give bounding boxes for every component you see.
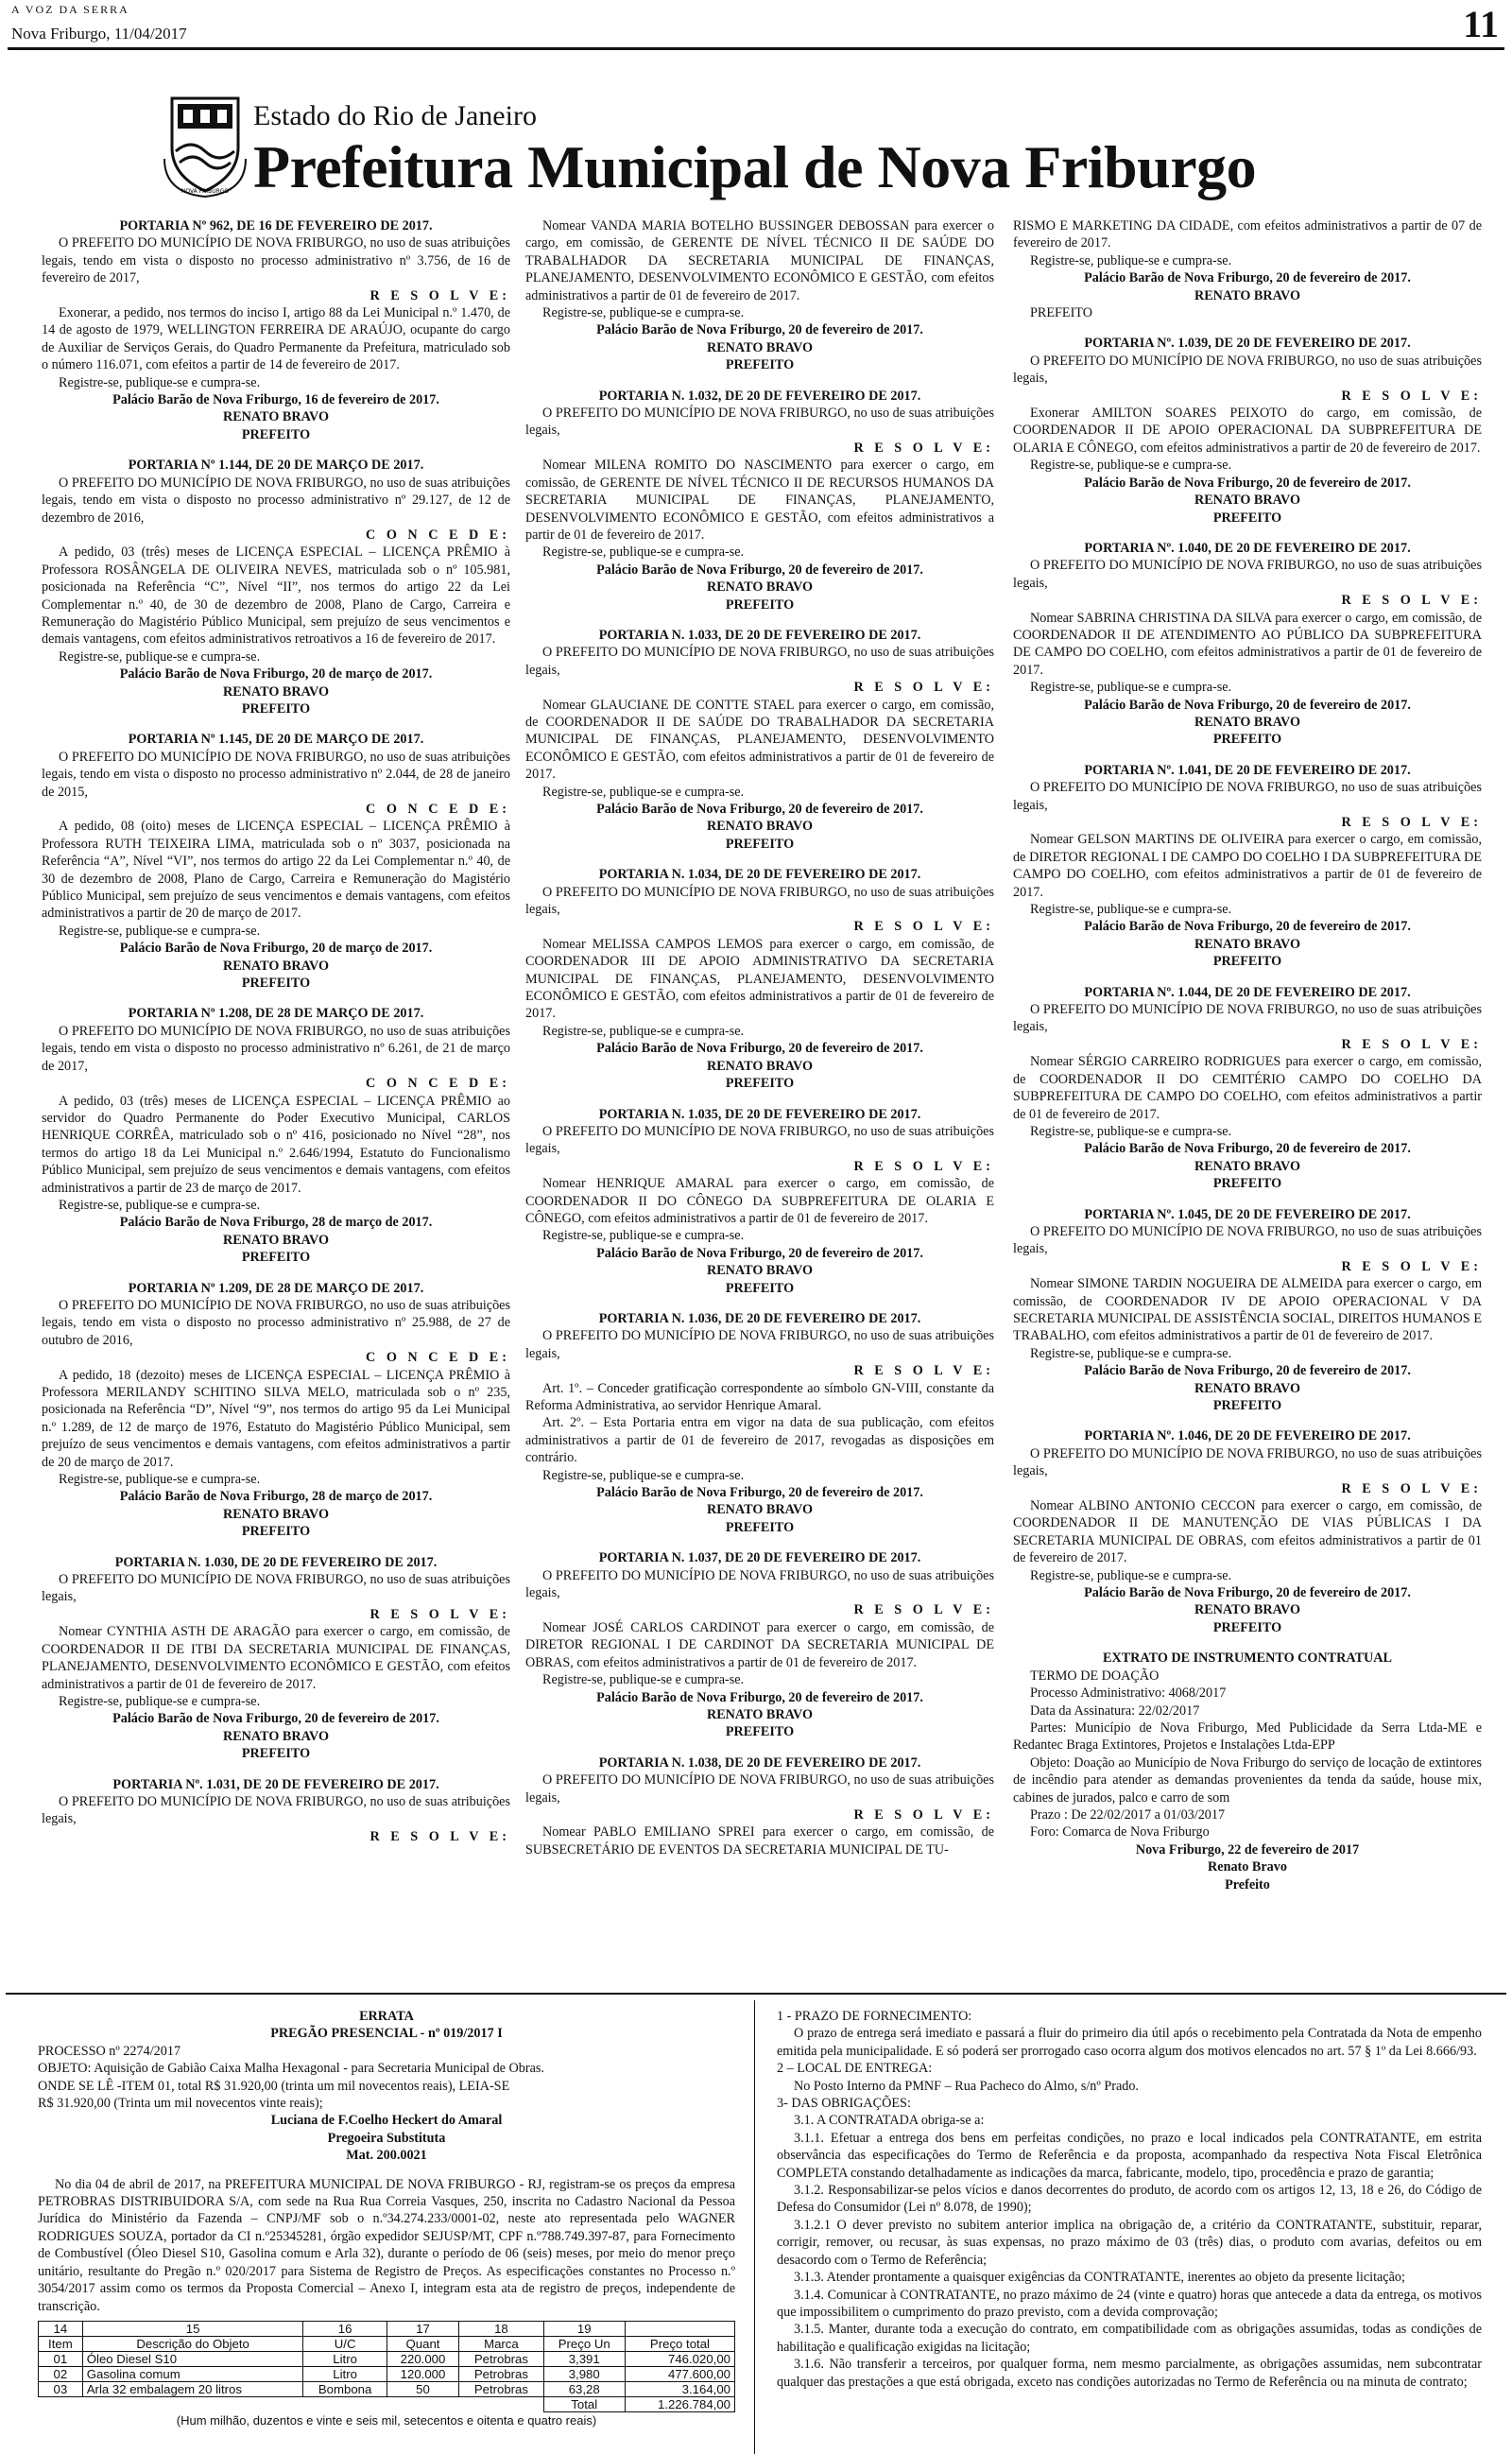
signature-line: Palácio Barão de Nova Friburgo, 20 de fevereiro de 2017. bbox=[596, 1041, 923, 1057]
paragraph: A pedido, 03 (três) meses de LICENÇA ESPECIAL – LICENÇA PRÊMIO ao servidor do Quadro Permanente do Poder Executivo Municipal, CARLOS HENRIQUE CORRÊA, matriculado sob o nº 416, posicionado no Nível “28”, nos termos do artigo 18 da Lei Municipal n.º 2.646/1994, Estatuto do Funcionalismo Público Municipal, sem prejuízo de seus vencimentos e demais vantagens, com efeitos administrativos a partir de 23 de março de 2017. bbox=[42, 1093, 510, 1196]
paragraph: O PREFEITO DO MUNICÍPIO DE NOVA FRIBURGO, no uso de suas atribuições legais, tendo em vista o disposto no processo administrativo nº 2.044, de 28 de janeiro de 2015, bbox=[42, 749, 510, 800]
resolve-label: R E S O L V E: bbox=[1341, 815, 1482, 830]
text-column-2 bbox=[525, 217, 994, 1858]
newspaper-name: A VOZ DA SERRA bbox=[11, 3, 129, 16]
signature-line: RENATO BRAVO bbox=[1194, 714, 1301, 730]
paragraph: TERMO DE DOAÇÃO bbox=[1030, 1668, 1160, 1684]
signature-line: RENATO BRAVO bbox=[222, 958, 330, 974]
section-heading: PORTARIA Nº. 1.045, DE 20 DE FEVEREIRO DE 2017. bbox=[1084, 1206, 1411, 1222]
paragraph: Nomear SIMONE TARDIN NOGUEIRA DE ALMEIDA para exercer o cargo, em comissão, de COORDENADOR IV DE APOIO OPERACIONAL V DA SECRETARIA MUNICIPAL DE ASSISTÊNCIA SOCIAL, DIREITOS HUMANOS E TRABALHO, com efeitos administrativos a partir de 01 de fevereiro de 2017. bbox=[1013, 1276, 1482, 1344]
paragraph: Objeto: Doação ao Município de Nova Friburgo do serviço de locação de extintores de incêndio para atender as demandas provenientes da tenda da saúde, house mix, cabines de jurados, palco e carro de som bbox=[1013, 1754, 1482, 1806]
section-heading: PORTARIA Nº. 1.040, DE 20 DE FEVEREIRO DE 2017. bbox=[1084, 540, 1411, 556]
resolve-label: R E S O L V E: bbox=[853, 1602, 994, 1618]
resolve-label: R E S O L V E: bbox=[853, 1363, 994, 1379]
paragraph: Nomear SABRINA CHRISTINA DA SILVA para exercer o cargo, em comissão, de COORDENADOR II DE ATENDIMENTO AO PÚBLICO DA SUBPREFEITURA DE CAMPO DO COELHO, com efeitos administrativos a partir de 01 de fevereiro de 2017. bbox=[1013, 610, 1482, 678]
paragraph: Nomear HENRIQUE AMARAL para exercer o cargo, em comissão, de COORDENADOR II DO CÔNEGO DA SUBPREFEITURA DE OLARIA E CÔNEGO, com efeitos administrativos a partir de 01 de fevereiro de 2017. bbox=[525, 1176, 994, 1226]
section-divider bbox=[6, 1993, 1506, 1995]
resolve-label: R E S O L V E: bbox=[1341, 1036, 1482, 1052]
paragraph: Processo Administrativo: 4068/2017 bbox=[1030, 1685, 1227, 1702]
paragraph: Registre-se, publique-se e cumpra-se. bbox=[59, 1197, 261, 1213]
resolve-label: R E S O L V E: bbox=[369, 1606, 510, 1622]
coat-of-arms-icon bbox=[159, 93, 251, 199]
paragraph: Nomear CYNTHIA ASTH DE ARAGÃO para exercer o cargo, em comissão, de COORDENADOR II DE ITBI DA SECRETARIA MUNICIPAL DE FINANÇAS, PLANEJAMENTO, DESENVOLVIMENTO ECONÔMICO E GESTÃO, com efeitos administrativos a partir de 01 de fevereiro de 2017. bbox=[42, 1624, 510, 1692]
paragraph: Nomear MILENA ROMITO DO NASCIMENTO para exercer o cargo, em comissão, de GERENTE DE NÍVEL TÉCNICO II DE RECURSOS HUMANOS DA SECRETARIA MUNICIPAL DE FINANÇAS, PLANEJAMENTO, DESENVOLVIMENTO ECONÔMICO E GESTÃO, com efeitos administrativos a partir de 01 de fevereiro de 2017. bbox=[525, 458, 994, 543]
text-column-3 bbox=[1013, 217, 1482, 1893]
signature-line: PREFEITO bbox=[725, 596, 795, 613]
section-heading: PORTARIA Nº. 1.031, DE 20 DE FEVEREIRO DE 2017. bbox=[112, 1776, 439, 1792]
section-heading: PORTARIA N. 1.037, DE 20 DE FEVEREIRO DE 2017. bbox=[598, 1550, 921, 1566]
paragraph: Exonerar, a pedido, nos termos do inciso I, artigo 88 da Lei Municipal n.º 1.470, de 14 de agosto de 1979, WELLINGTON FERREIRA DE ARAÚJO, ocupante do cargo de Auxiliar de Serviços Gerais, do Quadro Permanente da Prefeitura, matriculado sob o número 116.071, com efeitos a partir de 14 de fevereiro de 2017. bbox=[42, 305, 510, 373]
edition-date: Nova Friburgo, 11/04/2017 bbox=[11, 25, 187, 43]
paragraph: Registre-se, publique-se e cumpra-se. bbox=[1030, 1567, 1232, 1583]
resolve-label: R E S O L V E: bbox=[369, 287, 510, 303]
section-heading: Mat. 200.0021 bbox=[346, 2148, 427, 2164]
resolve-label: R E S O L V E: bbox=[853, 1806, 994, 1823]
signature-line: PREFEITO bbox=[725, 1076, 795, 1092]
signature-line: PREFEITO bbox=[725, 357, 795, 373]
signature-line: RENATO BRAVO bbox=[1194, 936, 1301, 952]
paragraph: O PREFEITO DO MUNICÍPIO DE NOVA FRIBURGO, no uso de suas atribuições legais, bbox=[525, 1772, 994, 1806]
signature-line: Palácio Barão de Nova Friburgo, 20 de março de 2017. bbox=[119, 941, 433, 957]
section-heading: PORTARIA Nº 1.208, DE 28 DE MARÇO DE 2017. bbox=[128, 1006, 424, 1022]
paragraph: A pedido, 18 (dezoito) meses de LICENÇA ESPECIAL – LICENÇA PRÊMIO à Professora MERILANDY SCHITINO SILVA MELO, matriculada sob o nº 235, posicionada na Referência “D”, Nível “9”, nos termos do artigo 95 da Lei Municipal n.º 1.289, de 12 de março de 1976, Estatuto do Magistério Público Municipal, sem prejuízo de seus vencimentos e demais vantagens, com efeitos administrativos a partir de 20 de março de 2017. bbox=[42, 1367, 510, 1470]
signature-line: Palácio Barão de Nova Friburgo, 20 de março de 2017. bbox=[119, 666, 433, 683]
signature-line: RENATO BRAVO bbox=[1194, 1380, 1301, 1396]
page-header bbox=[8, 0, 1504, 50]
paragraph: Exonerar AMILTON SOARES PEIXOTO do cargo, em comissão, de COORDENADOR II DE APOIO OPERACIONAL DA SUBPREFEITURA DE OLARIA E CÔNEGO, com efeitos administrativos a partir de 20 de fevereiro de 2017. bbox=[1013, 406, 1482, 456]
section-heading: PORTARIA Nº 1.145, DE 20 DE MARÇO DE 2017. bbox=[128, 732, 424, 748]
signature-line: Palácio Barão de Nova Friburgo, 20 de fevereiro de 2017. bbox=[1084, 475, 1411, 491]
signature-line: PREFEITO bbox=[1212, 1176, 1282, 1192]
signature-line: PREFEITO bbox=[1212, 732, 1282, 748]
signature-line: Nova Friburgo, 22 de fevereiro de 2017 bbox=[1135, 1841, 1360, 1858]
signature-line: PREFEITO bbox=[725, 1280, 795, 1296]
paragraph: 3.1.2. Responsabilizar-se pelos vícios e danos decorrentes do produto, de acordo com os artigos 12, 13, 18 e 26, do Código de Defesa do Consumidor (Lei nº 8.078, de 1990); bbox=[777, 2183, 1482, 2216]
section-heading: Pregoeira Substituta bbox=[327, 2130, 446, 2146]
resolve-label: R E S O L V E: bbox=[1341, 593, 1482, 609]
signature-line: Palácio Barão de Nova Friburgo, 20 de fevereiro de 2017. bbox=[1084, 1585, 1411, 1601]
paragraph: Registre-se, publique-se e cumpra-se. bbox=[59, 648, 261, 665]
paragraph: 3.1.4. Comunicar à CONTRATANTE, no prazo máximo de 24 (vinte e quatro) horas que antecede a data da entrega, os motivos que impossibilitem o cumprimento do prazo previsto, com a devida comprovação; bbox=[777, 2287, 1482, 2320]
paragraph: Registre-se, publique-se e cumpra-se. bbox=[59, 374, 261, 390]
section-heading: PORTARIA N. 1.036, DE 20 DE FEVEREIRO DE 2017. bbox=[598, 1310, 921, 1326]
paragraph: No dia 04 de abril de 2017, na PREFEITURA MUNICIPAL DE NOVA FRIBURGO - RJ, registram-se os preços da empresa PETROBRAS DISTRIBUIDORA S/A, com sede na Rua Rua Correia Vasques, 250, inscrita no Cadastro Nacional da Pessoa Jurídica do Ministério da Fazenda – CNPJ/MF sob o n.º34.274.233/0001-02, neste ato representada pelo WAGNER RODRIGUES SOUZA, portador da CI n.º25345281, órgão expedidor SEJUSP/MT, CPF n.º788.749.397-87, para Fornecimento de Combustível (Óleo Diesel S10, Gasolina comum e Arla 32), durante o período de 06 (seis) meses, por meio do menor preço unitário, resultante do Pregão n.º 020/2017 para Sistema de Registro de Preços. As especificações constantes no Processo n.º 3054/2017 assim como os termos da Proposta Comercial – Anexo I, integram esta ata de registro de preços, independente de transcrição. bbox=[38, 2176, 735, 2314]
paragraph: Nomear SÉRGIO CARREIRO RODRIGUES para exercer o cargo, em comissão, de COORDENADOR II DO CEMITÉRIO CAMPO DO COELHO DA SUBPREFEITURA DE CAMPO DO COELHO, com efeitos administrativos a partir de 01 de fevereiro de 2017. bbox=[1013, 1054, 1482, 1122]
paragraph: Registre-se, publique-se e cumpra-se. bbox=[1030, 1123, 1232, 1139]
paragraph: O PREFEITO DO MUNICÍPIO DE NOVA FRIBURGO, no uso de suas atribuições legais, bbox=[525, 406, 994, 439]
signature-line: PREFEITO bbox=[241, 1524, 311, 1540]
paragraph: Registre-se, publique-se e cumpra-se. bbox=[59, 1472, 261, 1488]
paragraph: Registre-se, publique-se e cumpra-se. bbox=[542, 544, 745, 561]
paragraph: O PREFEITO DO MUNICÍPIO DE NOVA FRIBURGO, no uso de suas atribuições legais, tendo em vista o disposto no processo administrativo nº 29.127, de 12 de dezembro de 2016, bbox=[42, 475, 510, 526]
resolve-label: R E S O L V E: bbox=[369, 1828, 510, 1844]
signature-line: RENATO BRAVO bbox=[1194, 1158, 1301, 1174]
paragraph: Registre-se, publique-se e cumpra-se. bbox=[1030, 252, 1232, 268]
paragraph: O PREFEITO DO MUNICÍPIO DE NOVA FRIBURGO, no uso de suas atribuições legais, bbox=[525, 645, 994, 678]
paragraph: Partes: Município de Nova Friburgo, Med Publicidade da Serra Ltda-ME e Redantec Braga Extintores, Projetos e Instalações Ltda-EPP bbox=[1013, 1720, 1482, 1754]
paragraph: Nomear ALBINO ANTONIO CECCON para exercer o cargo, em comissão, de COORDENADOR II DE MANUTENÇÃO DE VIAS PÚBLICAS I DA SECRETARIA MUNICIPAL DE OBRAS, com efeitos administrativos a partir de 01 de fevereiro de 2017. bbox=[1013, 1498, 1482, 1566]
signature-line: Renato Bravo bbox=[1208, 1859, 1287, 1875]
spacer bbox=[38, 2165, 735, 2176]
paragraph: R$ 31.920,00 (Trinta um mil novecentos vinte reais); bbox=[38, 2096, 323, 2112]
paragraph: O PREFEITO DO MUNICÍPIO DE NOVA FRIBURGO, no uso de suas atribuições legais, bbox=[1013, 1002, 1482, 1035]
section-heading: ERRATA bbox=[359, 2009, 414, 2024]
section-heading: PORTARIA N. 1.035, DE 20 DE FEVEREIRO DE 2017. bbox=[598, 1106, 921, 1122]
page-number: 11 bbox=[1463, 3, 1499, 45]
paragraph: Art. 1º. – Conceder gratificação correspondente ao símbolo GN-VIII, constante da Reforma Administrativa, ao servidor Henrique Amaral. bbox=[525, 1380, 994, 1413]
signature-line: Palácio Barão de Nova Friburgo, 20 de fevereiro de 2017. bbox=[1084, 1141, 1411, 1157]
paragraph: Registre-se, publique-se e cumpra-se. bbox=[542, 305, 745, 321]
column-divider bbox=[754, 2000, 755, 2454]
table-header-row: Item Descrição do Objeto U/C Quant Marca Preço Un Preço total bbox=[39, 2336, 735, 2351]
paragraph: PREFEITO bbox=[1030, 305, 1092, 321]
signature-line: PREFEITO bbox=[241, 1250, 311, 1266]
paragraph: O PREFEITO DO MUNICÍPIO DE NOVA FRIBURGO, no uso de suas atribuições legais, bbox=[1013, 1445, 1482, 1479]
paragraph: Art. 2º. – Esta Portaria entra em vigor na data de sua publicação, com efeitos administrativos a partir de 01 de fevereiro de 2017, revogadas as disposições em contrário. bbox=[525, 1415, 994, 1466]
paragraph: Foro: Comarca de Nova Friburgo bbox=[1030, 1824, 1210, 1840]
paragraph: 3.1.2.1 O dever previsto no subitem anterior implica na obrigação de, a critério da CONTRATANTE, substituir, reparar, corrigir, remover, ou recusar, às suas expensas, no prazo máximo de 03 (três) dias, o produto com avarias, defeitos ou em desacordo com o Termo de Referência; bbox=[777, 2217, 1482, 2268]
total-in-words: (Hum milhão, duzentos e vinte e seis mil, setecentos e oitenta e quatro reais) bbox=[176, 2412, 597, 2428]
signature-line: RENATO BRAVO bbox=[706, 1706, 814, 1722]
paragraph: 3.1.5. Manter, durante toda a execução do contrato, em compatibilidade com as obrigações assumidas, todas as condições de habilitação e qualificação exigidas na licitação; bbox=[777, 2322, 1482, 2355]
signature-line: Palácio Barão de Nova Friburgo, 20 de fevereiro de 2017. bbox=[1084, 697, 1411, 713]
signature-line: PREFEITO bbox=[725, 1724, 795, 1740]
paragraph: Data da Assinatura: 22/02/2017 bbox=[1030, 1702, 1200, 1719]
resolve-label: C O N C E D E: bbox=[366, 527, 510, 543]
signature-line: RENATO BRAVO bbox=[222, 1506, 330, 1522]
section-heading: PREGÃO PRESENCIAL - nº 019/2017 I bbox=[270, 2026, 503, 2042]
signature-line: RENATO BRAVO bbox=[706, 1502, 814, 1518]
table-colnums-row: 14 15 16 17 18 19 bbox=[39, 2321, 735, 2336]
paragraph: Registre-se, publique-se e cumpra-se. bbox=[1030, 1345, 1232, 1361]
section-heading: PORTARIA Nº 962, DE 16 DE FEVEREIRO DE 2017. bbox=[119, 218, 433, 233]
paragraph: O PREFEITO DO MUNICÍPIO DE NOVA FRIBURGO, no uso de suas atribuições legais, tendo em vista o disposto no processo administrativo nº 6.261, de 21 de março de 2017, bbox=[42, 1023, 510, 1074]
text-column-1 bbox=[42, 217, 510, 1845]
paragraph: Nomear JOSÉ CARLOS CARDINOT para exercer o cargo, em comissão, de DIRETOR REGIONAL I DE CARDINOT DA SECRETARIA MUNICIPAL DE OBRAS, com efeitos administrativos a partir de 01 de fevereiro de 2017. bbox=[525, 1619, 994, 1670]
paragraph: A pedido, 08 (oito) meses de LICENÇA ESPECIAL – LICENÇA PRÊMIO à Professora RUTH TEIXEIRA LIMA, matriculada sob o nº 3037, posicionada na Referência “A”, Nível “VI”, nos termos do artigo 22 da Lei Complementar n.º 40, de 30 de dezembro de 2008, Plano de Cargo, Carreira e Remuneração do Magistério Público Municipal, sem prejuízo de seus vencimentos e demais vantagens, com efeitos administrativos a partir de 20 de março de 2017. bbox=[42, 819, 510, 922]
paragraph: O PREFEITO DO MUNICÍPIO DE NOVA FRIBURGO, no uso de suas atribuições legais, bbox=[525, 1123, 994, 1157]
paragraph: 2 – LOCAL DE ENTREGA: bbox=[777, 2061, 933, 2077]
signature-line: Palácio Barão de Nova Friburgo, 20 de fevereiro de 2017. bbox=[596, 802, 923, 817]
paragraph: Registre-se, publique-se e cumpra-se. bbox=[542, 784, 745, 800]
signature-line: Palácio Barão de Nova Friburgo, 20 de fevereiro de 2017. bbox=[596, 1485, 923, 1501]
signature-line: RENATO BRAVO bbox=[1194, 1602, 1301, 1618]
signature-line: Palácio Barão de Nova Friburgo, 20 de fevereiro de 2017. bbox=[596, 322, 923, 338]
signature-line: RENATO BRAVO bbox=[222, 1728, 330, 1744]
paragraph: O PREFEITO DO MUNICÍPIO DE NOVA FRIBURGO, no uso de suas atribuições legais, bbox=[1013, 558, 1482, 591]
signature-line: Palácio Barão de Nova Friburgo, 20 de fevereiro de 2017. bbox=[596, 1245, 923, 1261]
signature-line: RENATO BRAVO bbox=[1194, 493, 1301, 509]
paragraph: Registre-se, publique-se e cumpra-se. bbox=[1030, 902, 1232, 918]
signature-line: RENATO BRAVO bbox=[706, 339, 814, 355]
price-table bbox=[38, 2321, 735, 2412]
resolve-label: R E S O L V E: bbox=[853, 919, 994, 935]
section-heading: EXTRATO DE INSTRUMENTO CONTRATUAL bbox=[1103, 1650, 1392, 1667]
section-heading: PORTARIA N. 1.032, DE 20 DE FEVEREIRO DE 2017. bbox=[598, 388, 921, 404]
masthead bbox=[0, 76, 1512, 203]
section-heading: PORTARIA N. 1.033, DE 20 DE FEVEREIRO DE 2017. bbox=[598, 627, 921, 643]
paragraph: O PREFEITO DO MUNICÍPIO DE NOVA FRIBURGO, no uso de suas atribuições legais, tendo em vista o disposto no processo administrativo nº 3.756, de 16 de fevereiro de 2017, bbox=[42, 235, 510, 286]
paragraph: Registre-se, publique-se e cumpra-se. bbox=[542, 1672, 745, 1688]
resolve-label: R E S O L V E: bbox=[853, 680, 994, 696]
paragraph: Registre-se, publique-se e cumpra-se. bbox=[1030, 680, 1232, 696]
paragraph: O PREFEITO DO MUNICÍPIO DE NOVA FRIBURGO, no uso de suas atribuições legais, bbox=[525, 1567, 994, 1601]
signature-line: PREFEITO bbox=[241, 1746, 311, 1762]
section-heading: PORTARIA N. 1.038, DE 20 DE FEVEREIRO DE 2017. bbox=[598, 1754, 921, 1771]
paragraph: O PREFEITO DO MUNICÍPIO DE NOVA FRIBURGO, no uso de suas atribuições legais, bbox=[42, 1572, 510, 1605]
total-label: Total bbox=[543, 2396, 625, 2411]
paragraph: Registre-se, publique-se e cumpra-se. bbox=[542, 1467, 745, 1483]
paragraph: O PREFEITO DO MUNICÍPIO DE NOVA FRIBURGO, no uso de suas atribuições legais, bbox=[1013, 780, 1482, 813]
section-heading: PORTARIA Nº. 1.046, DE 20 DE FEVEREIRO DE 2017. bbox=[1084, 1428, 1411, 1444]
paragraph: Registre-se, publique-se e cumpra-se. bbox=[59, 923, 261, 939]
signature-line: PREFEITO bbox=[1212, 954, 1282, 970]
signature-line: Palácio Barão de Nova Friburgo, 20 de fevereiro de 2017. bbox=[596, 562, 923, 578]
paragraph: 3.1.1. Efetuar a entrega dos bens em perfeitas condições, no prazo e local indicados pela CONTRATANTE, em estrita observância das especificações do Termo de Referência e da proposta, acompanhado da respectiva Nota Fiscal Eletrônica COMPLETA constando detalhadamente as indicações da marca, fabricante, modelo, tipo, procedência e prazo de garantia; bbox=[777, 2130, 1482, 2181]
paragraph: Registre-se, publique-se e cumpra-se. bbox=[59, 1693, 261, 1709]
paragraph: Registre-se, publique-se e cumpra-se. bbox=[1030, 458, 1232, 474]
signature-line: RENATO BRAVO bbox=[706, 1058, 814, 1074]
table-row: 03 Arla 32 embalagem 20 litros Bombona 50 Petrobras 63,28 3.164,00 bbox=[39, 2381, 735, 2396]
paragraph: Prazo : De 22/02/2017 a 01/03/2017 bbox=[1030, 1806, 1226, 1823]
paragraph: 3- DAS OBRIGAÇÕES: bbox=[777, 2096, 911, 2112]
paragraph: O PREFEITO DO MUNICÍPIO DE NOVA FRIBURGO, no uso de suas atribuições legais, bbox=[525, 1328, 994, 1361]
paragraph: Nomear GLAUCIANE DE CONTTE STAEL para exercer o cargo, em comissão, de COORDENADOR II DE SAÚDE DO TRABALHADOR DA SECRETARIA MUNICIPAL DE FINANÇAS, PLANEJAMENTO, DESENVOLVIMENTO ECONÔMICO E GESTÃO, com efeitos administrativos a partir de 01 de fevereiro de 2017. bbox=[525, 697, 994, 783]
signature-line: RENATO BRAVO bbox=[222, 683, 330, 700]
signature-line: PREFEITO bbox=[1212, 510, 1282, 526]
paragraph: PROCESSO nº 2274/2017 bbox=[38, 2043, 181, 2059]
paragraph: 3.1. A CONTRATADA obriga-se a: bbox=[794, 2113, 985, 2129]
signature-line: RENATO BRAVO bbox=[222, 1232, 330, 1248]
signature-line: Palácio Barão de Nova Friburgo, 20 de fevereiro de 2017. bbox=[1084, 1363, 1411, 1379]
resolve-label: R E S O L V E: bbox=[1341, 388, 1482, 404]
paragraph: O PREFEITO DO MUNICÍPIO DE NOVA FRIBURGO, no uso de suas atribuições legais, bbox=[42, 1793, 510, 1827]
paragraph: O prazo de entrega será imediato e passará a fluir do primeiro dia útil após o recebimento pela Contratada da Nota de empenho emitida pela municipalidade. E só poderá ser prorrogado caso ocorra algum dos motivos elencados no art. 57 § 1º da Lei 8.666/93. bbox=[777, 2026, 1482, 2059]
paragraph: 3.1.3. Atender prontamente a quaisquer exigências da CONTRATANTE, inerentes ao objeto da presente licitação; bbox=[794, 2270, 1405, 2286]
signature-line: PREFEITO bbox=[241, 426, 311, 442]
section-heading: PORTARIA Nº 1.144, DE 20 DE MARÇO DE 2017. bbox=[128, 458, 424, 474]
masthead-state: Estado do Rio de Janeiro bbox=[253, 100, 537, 131]
section-heading: PORTARIA N. 1.030, DE 20 DE FEVEREIRO DE 2017. bbox=[114, 1554, 438, 1570]
signature-line: PREFEITO bbox=[1212, 1398, 1282, 1413]
paragraph: O PREFEITO DO MUNICÍPIO DE NOVA FRIBURGO, no uso de suas atribuições legais, bbox=[525, 884, 994, 918]
paragraph: Registre-se, publique-se e cumpra-se. bbox=[542, 1228, 745, 1244]
signature-line: Palácio Barão de Nova Friburgo, 20 de fevereiro de 2017. bbox=[112, 1711, 439, 1727]
signature-line: PREFEITO bbox=[241, 976, 311, 992]
resolve-label: R E S O L V E: bbox=[853, 440, 994, 456]
resolve-label: R E S O L V E: bbox=[1341, 1258, 1482, 1274]
paragraph: O PREFEITO DO MUNICÍPIO DE NOVA FRIBURGO, no uso de suas atribuições legais, bbox=[1013, 1223, 1482, 1257]
paragraph: 3.1.6. Não transferir a terceiros, por qualquer forma, nem mesmo parcialmente, as obrigações assumidas, nem subcontratar qualquer das prestações a que está obrigada, exceto nas condições autorizadas no Termo de Referência ou na minuta de contrato; bbox=[777, 2357, 1482, 2390]
masthead-title: Prefeitura Municipal de Nova Friburgo bbox=[253, 133, 1257, 200]
resolve-label: C O N C E D E: bbox=[366, 1076, 510, 1092]
signature-line: PREFEITO bbox=[725, 836, 795, 852]
paragraph: O PREFEITO DO MUNICÍPIO DE NOVA FRIBURGO, no uso de suas atribuições legais, tendo em vista o disposto no processo administrativo nº 25.988, de 27 de outubro de 2016, bbox=[42, 1297, 510, 1348]
signature-line: Palácio Barão de Nova Friburgo, 20 de fevereiro de 2017. bbox=[1084, 270, 1411, 286]
section-heading: PORTARIA Nº 1.209, DE 28 DE MARÇO DE 2017. bbox=[128, 1280, 424, 1296]
paragraph: A pedido, 03 (três) meses de LICENÇA ESPECIAL – LICENÇA PRÊMIO à Professora ROSÂNGELA DE OLIVEIRA NEVES, matriculada sob o nº 105.981, posicionada na Referência “C”, Nível “II”, nos termos do artigo 22 da Lei Complementar n.º 40, de 30 de dezembro de 2008, Plano de Cargo, Carreira e Remuneração do Magistério Público Municipal, sem prejuízo de seus vencimentos e demais vantagens, com efeitos administrativos retroativos a 16 de fevereiro de 2017. bbox=[42, 544, 510, 648]
paragraph: O PREFEITO DO MUNICÍPIO DE NOVA FRIBURGO, no uso de suas atribuições legais, bbox=[1013, 353, 1482, 387]
table-row: 02 Gasolina comum Litro 120.000 Petrobras 3,980 477.600,00 bbox=[39, 2366, 735, 2381]
errata-section bbox=[38, 2008, 735, 2429]
signature-line: RENATO BRAVO bbox=[706, 1263, 814, 1279]
total-value: 1.226.784,00 bbox=[625, 2396, 734, 2411]
signature-line: Palácio Barão de Nova Friburgo, 16 de fevereiro de 2017. bbox=[112, 392, 439, 408]
section-heading: PORTARIA N. 1.034, DE 20 DE FEVEREIRO DE 2017. bbox=[598, 867, 921, 883]
errata-text bbox=[38, 2008, 735, 2315]
resolve-label: R E S O L V E: bbox=[1341, 1480, 1482, 1496]
signature-line: Prefeito bbox=[1225, 1876, 1270, 1892]
contract-clauses bbox=[777, 2008, 1482, 2391]
signature-line: RENATO BRAVO bbox=[222, 409, 330, 425]
paragraph: No Posto Interno da PMNF – Rua Pacheco do Almo, s/nº Prado. bbox=[794, 2078, 1139, 2094]
table-row: 01 Óleo Diesel S10 Litro 220.000 Petrobras 3,391 746.020,00 bbox=[39, 2351, 735, 2366]
signature-line: Palácio Barão de Nova Friburgo, 20 de fevereiro de 2017. bbox=[596, 1689, 923, 1705]
signature-line: PREFEITO bbox=[725, 1519, 795, 1535]
section-heading: PORTARIA Nº. 1.044, DE 20 DE FEVEREIRO DE 2017. bbox=[1084, 984, 1411, 1000]
signature-line: Palácio Barão de Nova Friburgo, 28 de março de 2017. bbox=[119, 1489, 433, 1505]
paragraph: Registre-se, publique-se e cumpra-se. bbox=[542, 1023, 745, 1039]
signature-line: Palácio Barão de Nova Friburgo, 28 de março de 2017. bbox=[119, 1215, 433, 1231]
paragraph: ONDE SE LÊ -ITEM 01, total R$ 31.920,00 (trinta um mil novecentos reais), LEIA-SE bbox=[38, 2078, 510, 2094]
paragraph: OBJETO: Aquisição de Gabião Caixa Malha Hexagonal - para Secretaria Municipal de Obras. bbox=[38, 2061, 544, 2077]
section-heading: PORTARIA Nº. 1.041, DE 20 DE FEVEREIRO DE 2017. bbox=[1084, 762, 1411, 778]
signature-line: RENATO BRAVO bbox=[706, 819, 814, 835]
paragraph: 1 - PRAZO DE FORNECIMENTO: bbox=[777, 2009, 972, 2024]
paragraph: Nomear VANDA MARIA BOTELHO BUSSINGER DEBOSSAN para exercer o cargo, em comissão, de GERENTE DE NÍVEL TÉCNICO II DE SAÚDE DO TRABALHADOR DA SECRETARIA MUNICIPAL DE FINANÇAS, PLANEJAMENTO, DESENVOLVIMENTO ECONÔMICO E GESTÃO, com efeitos administrativos a partir de 01 de fevereiro de 2017. bbox=[525, 218, 994, 303]
section-heading: PORTARIA Nº. 1.039, DE 20 DE FEVEREIRO DE 2017. bbox=[1084, 336, 1411, 352]
signature-line: PREFEITO bbox=[1212, 1619, 1282, 1635]
svg-text:NOVA FRIBURGO: NOVA FRIBURGO bbox=[180, 188, 230, 195]
signature-line: PREFEITO bbox=[241, 700, 311, 717]
resolve-label: R E S O L V E: bbox=[853, 1158, 994, 1174]
resolve-label: C O N C E D E: bbox=[366, 1350, 510, 1366]
signature-line: RENATO BRAVO bbox=[706, 579, 814, 596]
paragraph: Nomear GELSON MARTINS DE OLIVEIRA para exercer o cargo, em comissão, de DIRETOR REGIONAL I DE CAMPO DO COELHO I DA SUBPREFEITURA DE CAMPO DO COELHO, com efeitos administrativos a partir de 01 de fevereiro de 2017. bbox=[1013, 832, 1482, 900]
signature-line: Palácio Barão de Nova Friburgo, 20 de fevereiro de 2017. bbox=[1084, 919, 1411, 935]
paragraph: Nomear PABLO EMILIANO SPREI para exercer o cargo, em comissão, de SUBSECRETÁRIO DE EVENTOS DA SECRETARIA MUNICIPAL DE TU- bbox=[525, 1824, 994, 1858]
resolve-label: C O N C E D E: bbox=[366, 802, 510, 817]
paragraph: RISMO E MARKETING DA CIDADE, com efeitos administrativos a partir de 07 de fevereiro de 2017. bbox=[1013, 218, 1482, 251]
section-heading: Luciana de F.Coelho Heckert do Amaral bbox=[270, 2113, 503, 2129]
signature-line: RENATO BRAVO bbox=[1194, 287, 1301, 303]
paragraph: Nomear MELISSA CAMPOS LEMOS para exercer o cargo, em comissão, de COORDENADOR III DE APOIO ADMINISTRATIVO DA SECRETARIA MUNICIPAL DE FINANÇAS, PLANEJAMENTO, DESENVOLVIMENTO ECONÔMICO E GESTÃO, com efeitos administrativos a partir de 01 de fevereiro de 2017. bbox=[525, 936, 994, 1022]
table-total-row bbox=[39, 2396, 735, 2411]
